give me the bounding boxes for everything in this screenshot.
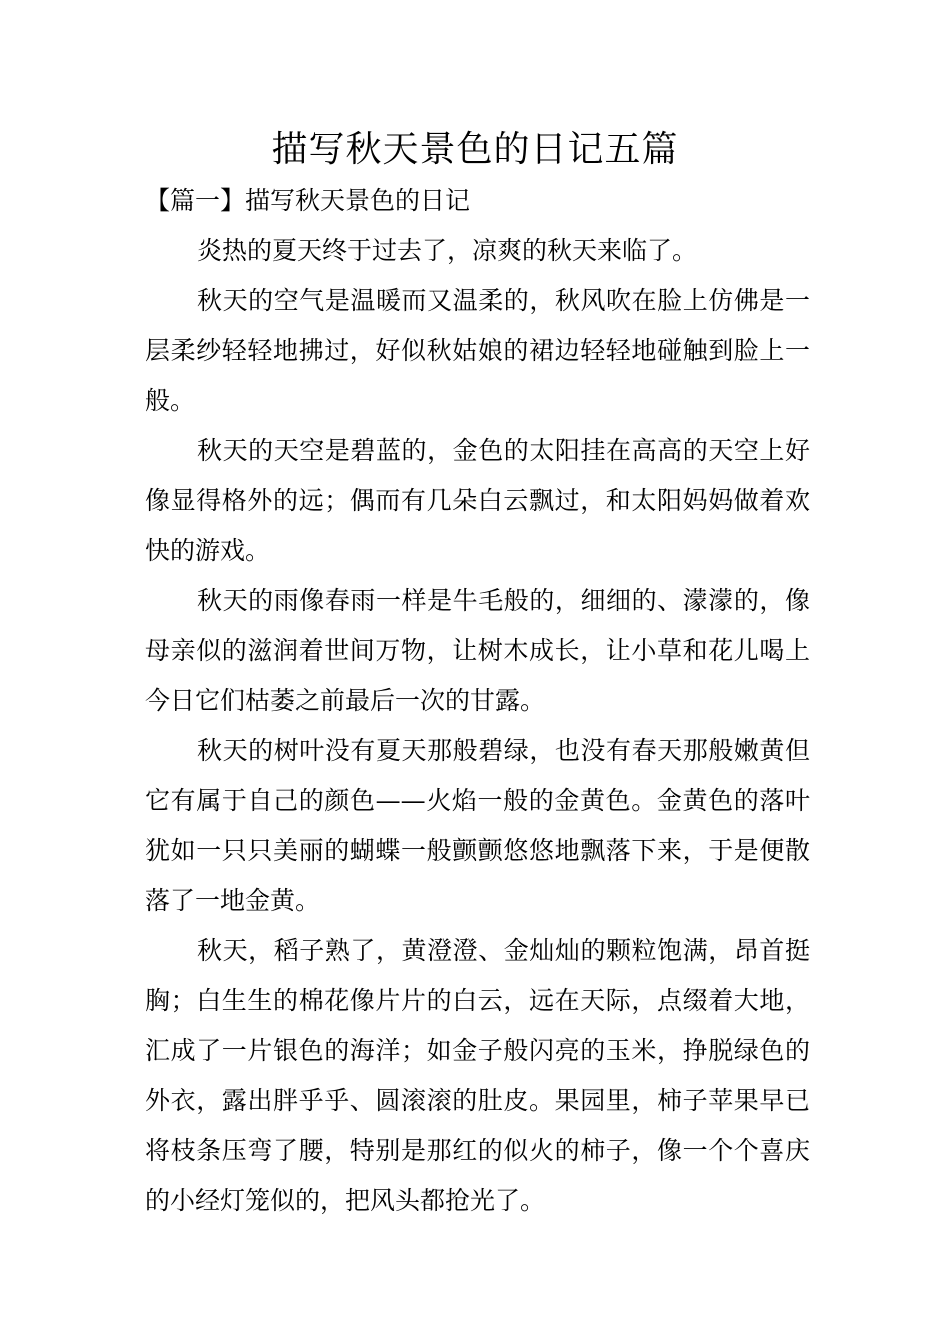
paragraph-2: 秋天的空气是温暖而又温柔的，秋风吹在脸上仿佛是一层柔纱轻轻地拂过，好似秋姑娘的裙边轻轻地碰触到脸上一般。: [145, 286, 810, 415]
paragraph-3: 秋天的天空是碧蓝的，金色的太阳挂在高高的天空上好像显得格外的远；偶而有几朵白云飘过，和太阳妈妈做着欢快的游戏。: [145, 436, 810, 565]
paragraph-4: 秋天的雨像春雨一样是牛毛般的，细细的、濛濛的，像母亲似的滋润着世间万物，让树木成长，让小草和花儿喝上今日它们枯萎之前最后一次的甘露。: [145, 586, 810, 715]
document-body: [145, 176, 810, 1226]
section-heading: 【篇一】描写秋天景色的日记: [145, 186, 471, 215]
document-title: 描写秋天景色的日记五篇: [271, 129, 679, 170]
paragraph-5: 秋天的树叶没有夏天那般碧绿，也没有春天那般嫩黄但它有属于自己的颜色——火焰一般的金黄色。金黄色的落叶犹如一只只美丽的蝴蝶一般颤颤悠悠地飘落下来，于是便散落了一地金黄。: [145, 736, 810, 915]
paragraph-6: 秋天，稻子熟了，黄澄澄、金灿灿的颗粒饱满，昂首挺胸；白生生的棉花像片片的白云，远在天际，点缀着大地，汇成了一片银色的海洋；如金子般闪亮的玉米，挣脱绿色的外衣，露出胖乎乎、圆滚滚的肚皮。果园里，柿子苹果早已将枝条压弯了腰，特别是那红的似火的柿子，像一个个喜庆的小经灯笼似的，把风头都抢光了。: [145, 936, 810, 1215]
paragraph-1: 炎热的夏天终于过去了，凉爽的秋天来临了。: [197, 236, 698, 265]
